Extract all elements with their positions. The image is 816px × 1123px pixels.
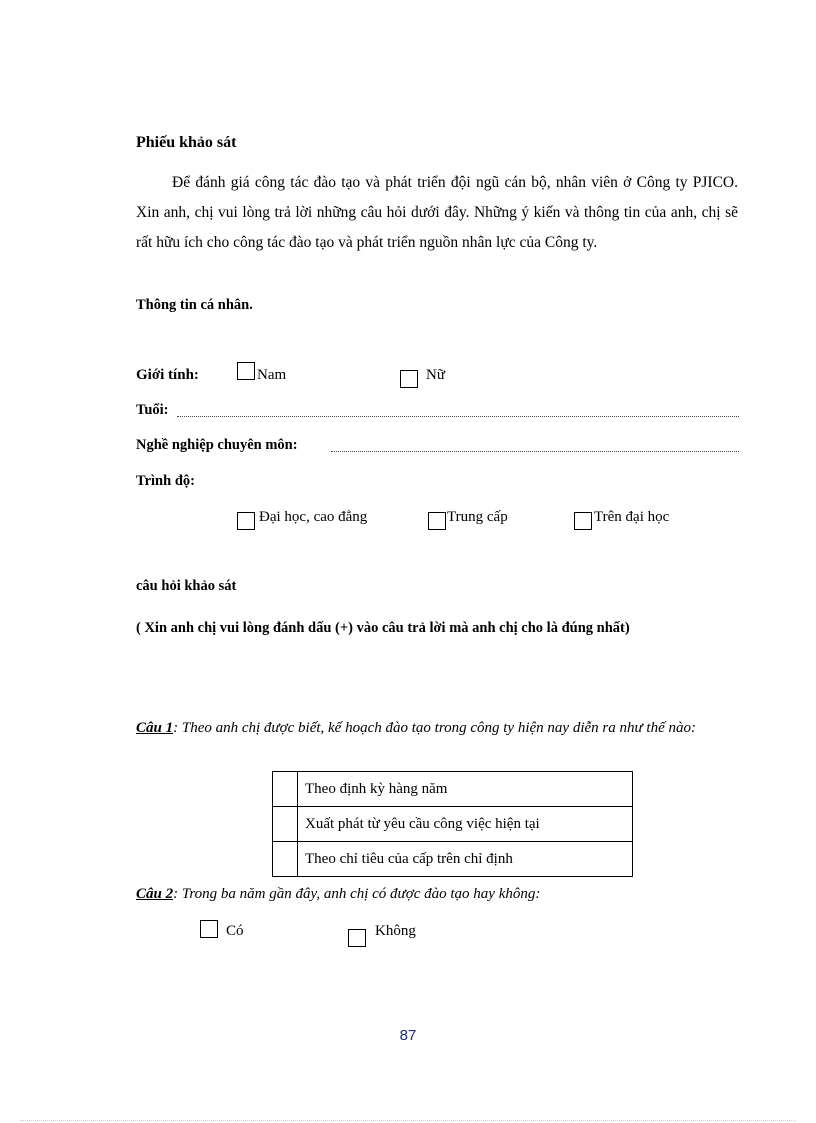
question-1-options (272, 771, 633, 877)
question-2-text: : Trong ba năm gần đây, anh chị có được đào tạo hay không: (173, 886, 541, 902)
question-1-number: Câu 1 (136, 720, 174, 736)
question-2-no-checkbox[interactable] (348, 929, 366, 947)
education-intermediate-checkbox[interactable] (428, 512, 446, 530)
education-label: Trình độ: (136, 473, 195, 489)
intro-paragraph (136, 168, 738, 258)
age-field[interactable] (177, 402, 739, 417)
personal-info-heading: Thông tin cá nhân. (136, 297, 253, 313)
gender-label-text: Giới tính: (136, 367, 199, 383)
question-1-option-3: Theo chỉ tiêu của cấp trên chỉ định (298, 842, 633, 877)
survey-heading: câu hỏi khảo sát (136, 578, 237, 594)
gender-male-label: Nam (257, 367, 287, 383)
question-1-text: : Theo anh chị được biết, kế hoạch đào tạo trong công ty hiện nay diễn ra như thế nào: (173, 720, 696, 736)
education-intermediate-label: Trung cấp (447, 509, 508, 525)
form-title: Phiếu khảo sát (136, 134, 237, 151)
page-number: 87 (399, 1027, 417, 1044)
table-row (273, 807, 633, 842)
table-row (273, 842, 633, 877)
question-2-number: Câu 2 (136, 886, 174, 902)
question-1 (136, 713, 741, 743)
education-postgraduate-checkbox[interactable] (574, 512, 592, 530)
gender-female-label: Nữ (426, 367, 445, 383)
survey-instruction: ( Xin anh chị vui lòng đánh dấu (+) vào câu trả lời mà anh chị cho là đúng nhất) (136, 620, 630, 636)
gender-male-checkbox[interactable] (237, 362, 255, 380)
age-label: Tuổi: (136, 402, 169, 418)
education-university-checkbox[interactable] (237, 512, 255, 530)
question-1-option-3-box[interactable] (273, 842, 298, 877)
question-2-yes-label: Có (226, 923, 244, 939)
question-2-yes-checkbox[interactable] (200, 920, 218, 938)
question-2-no-label: Không (375, 923, 416, 939)
profession-label: Nghề nghiệp chuyên môn: (136, 437, 298, 453)
question-1-option-2: Xuất phát từ yêu cầu công việc hiện tại (298, 807, 633, 842)
profession-field[interactable] (331, 437, 739, 452)
gender-label (136, 367, 199, 384)
intro-text: Để đánh giá công tác đào tạo và phát triển đội ngũ cán bộ, nhân viên ở Công ty PJICO. Xin anh, chị vui lòng trả lời những câu hỏi dưới đây. Những ý kiến và thông tin của anh, chị sẽ rất hữu ích cho công tác đào tạo và phát triển nguồn nhân lực của Công ty. (136, 174, 738, 251)
education-university-label: Đại học, cao đẳng (259, 509, 368, 525)
education-postgraduate-label: Trên đại học (594, 509, 670, 525)
question-2 (136, 886, 540, 903)
bottom-divider (20, 1120, 796, 1121)
gender-female-checkbox[interactable] (400, 370, 418, 388)
question-1-option-2-box[interactable] (273, 807, 298, 842)
table-row (273, 772, 633, 807)
question-1-option-1: Theo định kỳ hàng năm (298, 772, 633, 807)
question-1-option-1-box[interactable] (273, 772, 298, 807)
